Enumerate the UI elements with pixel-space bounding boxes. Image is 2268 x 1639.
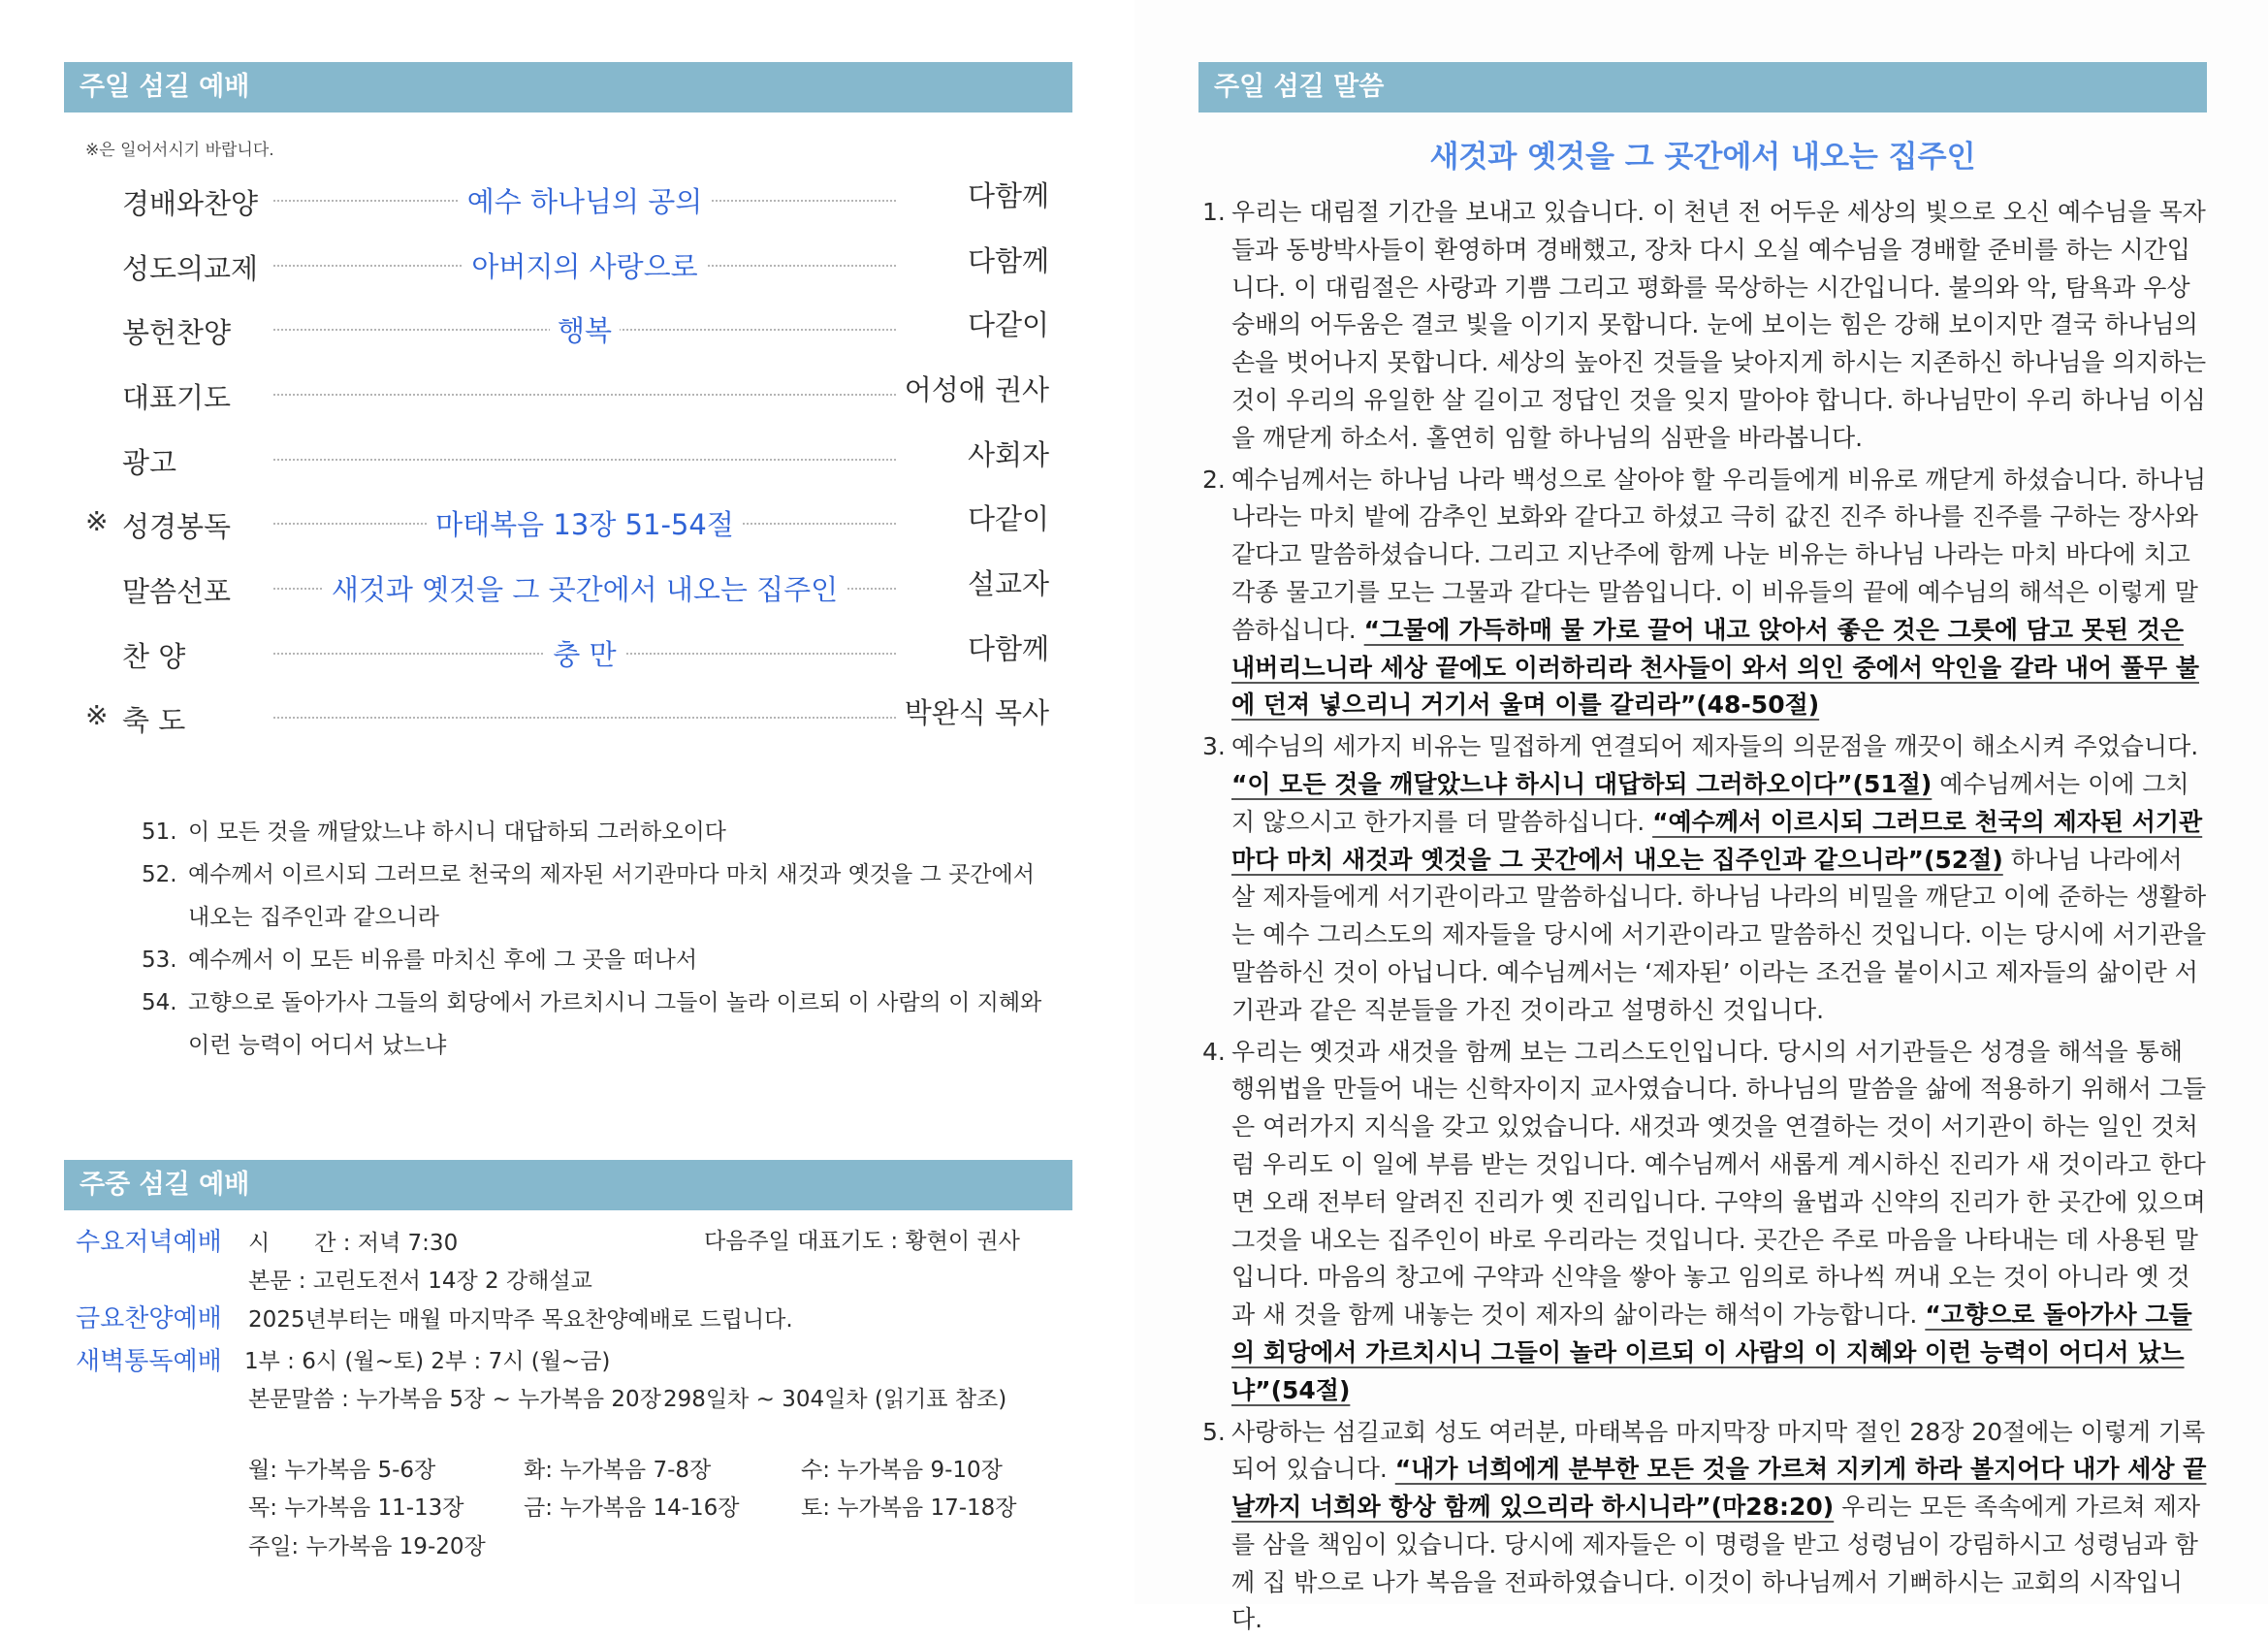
schedule-item: 금: 누가복음 14-16장 [524, 1490, 740, 1522]
verse-text: 예수께서 이르시되 그러므로 천국의 제자된 서기관마다 마치 새것과 옛것을 그 곳간에서 내오는 집주인과 같으니라 [188, 853, 1043, 939]
schedule-item: 화: 누가복음 7-8장 [524, 1452, 711, 1484]
order-item-name: 성도의교제 [122, 247, 258, 287]
order-item-name: 경배와찬양 [122, 182, 258, 222]
order-item-name: 대표기도 [122, 376, 231, 416]
sermon-paragraph [1202, 728, 2207, 1029]
sunday-worship-header: 주일 섬길 예배 [64, 62, 1072, 112]
sermon-title: 새것과 옛것을 그 곳간에서 내오는 집주인 [1198, 132, 2207, 176]
verse-number: 51. [142, 811, 188, 853]
sunday-sermon-header: 주일 섬길 말씀 [1198, 62, 2207, 112]
stand-mark: ※ [85, 699, 108, 731]
order-item-leader: 어성애 권사 [905, 369, 1049, 408]
paragraph-number: 3. [1202, 728, 1231, 1029]
next-prayer: 다음주일 대표기도 : 황현이 권사 [704, 1223, 1020, 1255]
order-item-leader: 다함께 [968, 175, 1049, 214]
scripture-quote: “고향으로 돌아가사 그들의 회당에서 가르치시니 그들이 놀라 이르되 이 사람의 이 지혜와 이런 능력이 어디서 났느냐”(54절) [1231, 1301, 2192, 1404]
verse-text: 이 모든 것을 깨달았느냐 하시니 대답하되 그러하오이다 [188, 811, 1043, 853]
leader-dots [273, 459, 896, 461]
verse-text: 고향으로 돌아가사 그들의 회당에서 가르치시니 그들이 놀라 이르되 이 사람의 이 지혜와 이런 능력이 어디서 났느냐 [188, 981, 1043, 1067]
paragraph-text: 우리는 대림절 기간을 보내고 있습니다. 이 천년 전 어두운 세상의 빛으로 오신 예수님을 목자들과 동방박사들이 환영하며 경배했고, 장차 다시 오실 예수님을 경배할 준비를 하는 시간입니다. 이 대림절은 사랑과 기쁨 그리고 평화를 묵상하는 시간입니다. 불의와 악, 탐욕과 우상숭배의 어두움은 결코 빛을 이기지 못합니다. 눈에 보이는 힘은 강해 보이지만 결국 하나님의 손을 벗어나지 못합니다. 세상의 높아진 것들을 낮아지게 하시는 지존하신 하나님을 의지하는 것이 우리의 유일한 살 길이고 정답인 것을 잊지 말아야 합니다. 하나님만이 우리 하나님 이심을 깨닫게 하소서. 홀연히 임할 하나님의 심판을 바라봅니다. [1231, 194, 2207, 458]
verse [142, 981, 1043, 1067]
scripture-quote: “예수께서 이르시되 그러므로 천국의 제자된 서기관마다 마치 새것과 옛것을 그 곳간에서 내오는 집주인과 같으니라”(52절) [1231, 808, 2202, 874]
paragraph-text: 예수님의 세가지 비유는 밀접하게 연결되어 제자들의 의문점을 깨끗이 해소시켜 주었습니다. “이 모든 것을 깨달았느냐 하시니 대답하되 그러하오이다”(51절) 예수님께서는 이에 그치지 않으시고 한가지를 더 말씀하십니다. “예수께서 이르시되 그러므로 천국의 제자된 서기관마다 마치 새것과 옛것을 그 곳간에서 내오는 집주인과 같으니라”(52절) 하나님 나라에서 살 제자들에게 서기관이라고 말씀하십니다. 하나님 나라의 비밀을 깨닫고 이에 준하는 생활하는 예수 그리스도의 제자들을 당시에 서기관이라고 말씀하신 것입니다. 이는 당시에 서기관을 말씀하신 것이 아닙니다. 예수님께서는 ‘제자된’ 이라는 조건을 붙이시고 제자들의 삶이란 서기관과 같은 직분들을 가진 것이라고 설명하신 것입니다. [1231, 728, 2207, 1029]
wed-worship-time: 시 간 : 저녁 7:30 [248, 1225, 458, 1257]
order-item-leader: 다함께 [968, 627, 1049, 667]
fri-worship-text: 2025년부터는 매월 마지막주 목요찬양예배로 드립니다. [248, 1302, 793, 1334]
order-item-name: 축 도 [122, 699, 185, 739]
order-row [85, 175, 1049, 221]
order-item-detail: 행복 [273, 309, 896, 349]
order-row [85, 434, 1049, 480]
scripture-quote: “내가 너희에게 분부한 모든 것을 가르쳐 지키게 하라 볼지어다 내가 세상 끝날까지 너희와 항상 함께 있으리라 하시니라”(마28:20) [1231, 1455, 2206, 1521]
order-row [85, 240, 1049, 286]
wed-worship-label: 수요저녁예배 [76, 1222, 222, 1258]
schedule-item: 목: 누가복음 11-13장 [248, 1490, 464, 1522]
paragraph-text: 예수님께서는 하나님 나라 백성으로 살아야 할 우리들에게 비유로 깨닫게 하셨습니다. 하나님 나라는 마치 밭에 감추인 보화와 같다고 하셨고 극히 값진 진주 하나를 진주를 구하는 장사와 같다고 말씀하셨습니다. 그리고 지난주에 함께 나눈 비유는 하나님 나라는 마치 바다에 치고 각종 물고기를 모는 그물과 같다는 말씀입니다. 이 비유들의 끝에 예수님의 해석은 이렇게 말씀하십니다. “그물에 가득하매 물 가로 끌어 내고 앉아서 좋은 것은 그릇에 담고 못된 것은 내버리느니라 세상 끝에도 이러하리라 천사들이 와서 의인 중에서 악인을 갈라 내어 풀무 불에 던져 넣으리니 거기서 울며 이를 갈리라”(48-50절) [1231, 462, 2207, 725]
paragraph-number: 1. [1202, 194, 1231, 458]
order-item-name: 봉헌찬양 [122, 311, 231, 351]
order-item-leader: 다함께 [968, 240, 1049, 279]
order-item-detail: 새것과 옛것을 그 곳간에서 내오는 집주인 [273, 568, 896, 608]
verse [142, 853, 1043, 939]
sermon-paragraph [1202, 462, 2207, 725]
order-item-name: 광고 [122, 441, 176, 481]
order-item-leader: 다같이 [968, 304, 1049, 343]
order-item-detail: 충 만 [273, 633, 896, 673]
verse-number: 53. [142, 939, 188, 981]
schedule-item: 토: 누가복음 17-18장 [801, 1490, 1017, 1522]
order-item-detail: 예수 하나님의 공의 [273, 180, 896, 220]
scripture-quote: “이 모든 것을 깨달았느냐 하시니 대답하되 그러하오이다”(51절) [1231, 770, 1932, 798]
paragraph-number: 4. [1202, 1034, 1231, 1410]
schedule-item: 수: 누가복음 9-10장 [801, 1452, 1003, 1484]
leader-dots [273, 717, 896, 719]
dawn-reading-days: 298일차 ~ 304일차 (읽기표 참조) [663, 1381, 1006, 1413]
sermon-paragraph [1202, 1414, 2207, 1639]
order-row [85, 691, 1049, 738]
order-row [85, 562, 1049, 609]
sermon-body [1202, 194, 2207, 1639]
verse-text: 예수께서 이 모든 비유를 마치신 후에 그 곳을 떠나서 [188, 939, 1043, 981]
stand-mark: ※ [85, 505, 108, 537]
standing-notice: ※은 일어서시기 바랍니다. [85, 136, 274, 160]
scripture-quote: “그물에 가득하매 물 가로 끌어 내고 앉아서 좋은 것은 그릇에 담고 못된 것은 내버리느니라 세상 끝에도 이러하리라 천사들이 와서 의인 중에서 악인을 갈라 내어 풀무 불에 던져 넣으리니 거기서 울며 이를 갈리라”(48-50절) [1231, 616, 2199, 720]
order-item-leader: 사회자 [968, 434, 1049, 473]
order-item-name: 말씀선포 [122, 570, 231, 610]
order-item-leader: 박완식 목사 [905, 691, 1049, 731]
schedule-item: 월: 누가복음 5-6장 [248, 1452, 435, 1484]
fri-worship-label: 금요찬양예배 [76, 1299, 222, 1334]
paragraph-text: 사랑하는 섬길교회 성도 여러분, 마태복음 마지막장 마지막 절인 28장 20절에는 이렇게 기록되어 있습니다. “내가 너희에게 분부한 모든 것을 가르쳐 지키게 하라 볼지어다 내가 세상 끝날까지 너희와 항상 함께 있으리라 하시니라”(마28:20) 우리는 모든 족속에게 가르쳐 제자를 삼을 책임이 있습니다. 당시에 제자들은 이 명령을 받고 성령님이 강림하시고 성령님과 함께 집 밖으로 나가 복음을 전파하였습니다. 이것이 하나님께서 기뻐하시는 교회의 시작입니다. [1231, 1414, 2207, 1639]
order-row [85, 627, 1049, 674]
verse-number: 54. [142, 981, 188, 1067]
wed-worship-text: 본문 : 고린도전서 14장 2 강해설교 [248, 1263, 592, 1295]
dawn-worship-text: 본문말씀 : 누가복음 5장 ~ 누가복음 20장 [248, 1381, 661, 1413]
order-item-name: 성경봉독 [122, 505, 231, 545]
leader-dots [273, 394, 896, 396]
schedule-item: 주일: 누가복음 19-20장 [248, 1528, 486, 1560]
verse-number: 52. [142, 853, 188, 939]
paragraph-number: 2. [1202, 462, 1231, 725]
order-row [85, 304, 1049, 350]
order-item-detail: 마태복음 13장 51-54절 [273, 503, 896, 543]
dawn-worship-label: 새벽통독예배 [76, 1341, 222, 1377]
verse [142, 939, 1043, 981]
paragraph-text: 우리는 옛것과 새것을 함께 보는 그리스도인입니다. 당시의 서기관들은 성경을 해석을 통해 행위법을 만들어 내는 신학자이지 교사였습니다. 하나님의 말씀을 삶에 적용하기 위해서 그들은 여러가지 지식을 갖고 있었습니다. 새것과 옛것을 연결하는 것이 서기관이 하는 일인 것처럼 우리도 이 일에 부름 받는 것입니다. 예수님께서 새롭게 계시하신 진리가 새 것이라고 한다면 오래 전부터 알려진 진리가 옛 진리입니다. 구약의 율법과 신약의 진리가 한 곳간에 있으며 그것을 내오는 집주인이 바로 우리라는 것입니다. 곳간은 주로 마음을 나타내는 데 사용된 말입니다. 마음의 창고에 구약과 신약을 쌓아 놓고 임의로 하나씩 꺼내 오는 것이 아니라 옛 것과 새 것을 함께 내놓는 것이 제자의 삶이라는 해석이 가능합니다. “고향으로 돌아가사 그들의 회당에서 가르치시니 그들이 놀라 이르되 이 사람의 이 지혜와 이런 능력이 어디서 났느냐”(54절) [1231, 1034, 2207, 1410]
order-item-name: 찬 양 [122, 635, 185, 675]
sermon-paragraph [1202, 194, 2207, 458]
order-row [85, 498, 1049, 544]
dawn-worship-time: 1부 : 6시 (월~토) 2부 : 7시 (월~금) [244, 1343, 610, 1375]
scripture-verses [142, 811, 1043, 1067]
order-row [85, 369, 1049, 415]
order-item-leader: 설교자 [968, 562, 1049, 602]
verse [142, 811, 1043, 853]
paragraph-number: 5. [1202, 1414, 1231, 1639]
order-item-detail: 아버지의 사랑으로 [273, 245, 896, 285]
sermon-paragraph [1202, 1034, 2207, 1410]
order-item-leader: 다같이 [968, 498, 1049, 537]
weekday-worship-header: 주중 섬길 예배 [64, 1160, 1072, 1210]
